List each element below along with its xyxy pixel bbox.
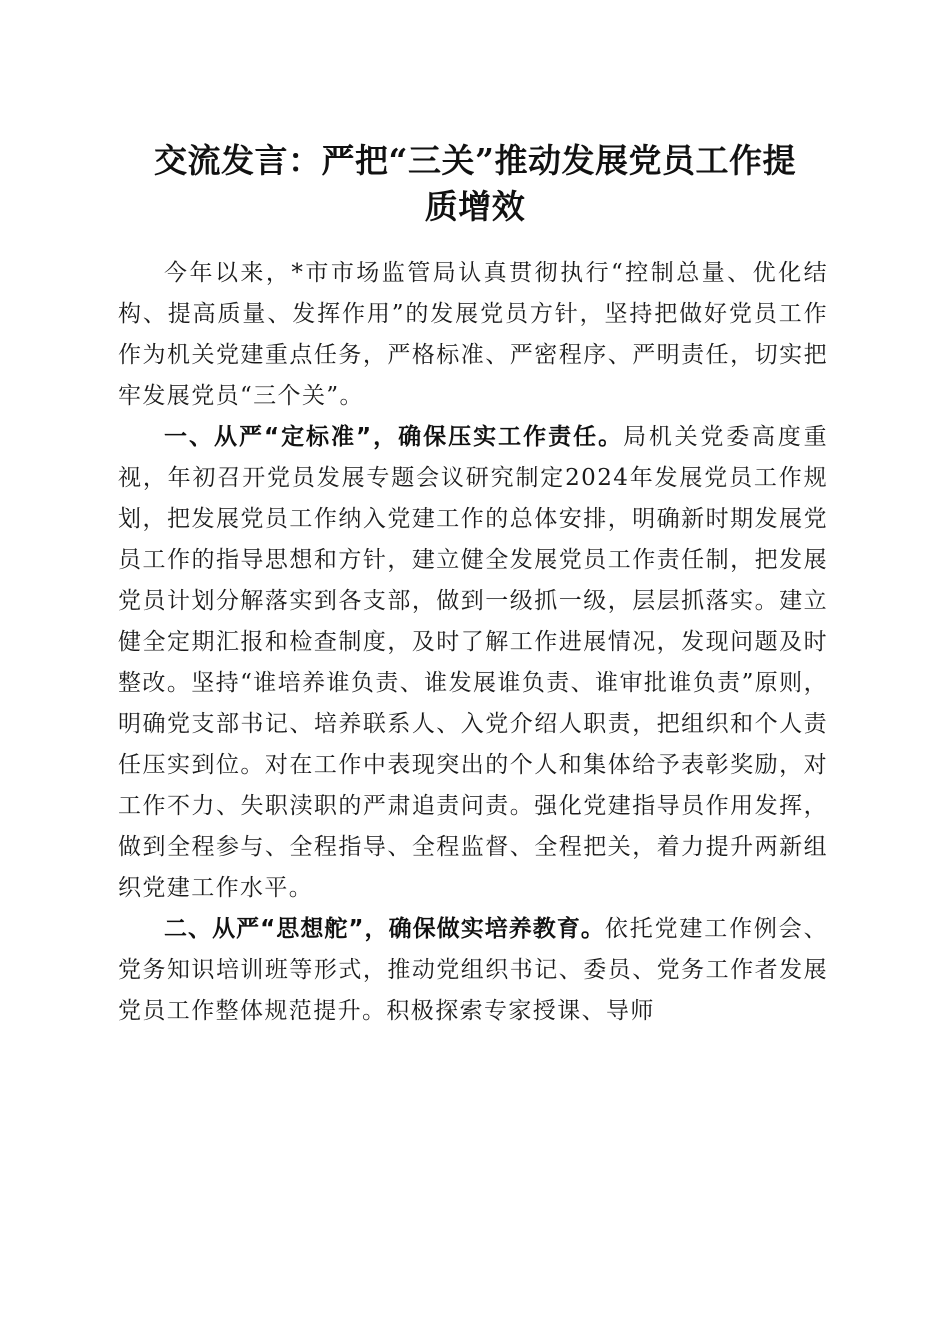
paragraph-text: 局机关党委高度重视，年初召开党员发展专题会议研究制定2024年发展党员工作规划，把发展党员工作纳入党建工作的总体安排，明确新时期发展党员工作的指导思想和方针，建立健全发展党员工作责任制，把发展党员计划分解落实到各支部，做到一级抓一级，层层抓落实。建立健全定期汇报和检查制度，及时了解工作进展情况，发现问题及时整改。坚持“谁培养谁负责、谁发展谁负责、谁审批谁负责”原则，明确党支部书记、培养联系人、入党介绍人职责，把组织和个人责任压实到位。对在工作中表现突出的个人和集体给予表彰奖励，对工作不力、失职渎职的严肃追责问责。强化党建指导员作用发挥，做到全程参与、全程指导、全程监督、全程把关，着力提升两新组织党建工作水平。 xyxy=(118,424,828,901)
paragraph-section-2 xyxy=(118,909,828,1032)
title-line-2: 质增效 xyxy=(424,187,526,226)
section-heading: 一、从严“定标准”，确保压实工作责任。 xyxy=(164,424,624,450)
title-line-1: 交流发言：严把“三关”推动发展党员工作提 xyxy=(154,141,796,180)
paragraph-text: 依托党建工作例会、党务知识培训班等形式，推动党组织书记、委员、党务工作者发展党员工作整体规范提升。积极探索专家授课、导师 xyxy=(118,916,828,1024)
document-body xyxy=(118,253,828,1032)
paragraph-intro xyxy=(118,253,828,417)
section-heading: 二、从严“思想舵”，确保做实培养教育。 xyxy=(164,916,605,942)
paragraph-text: 今年以来，*市市场监管局认真贯彻执行“控制总量、优化结构、提高质量、发挥作用”的发展党员方针，坚持把做好党员工作作为机关党建重点任务，严格标准、严密程序、严明责任，切实把牢发展党员“三个关”。 xyxy=(118,260,828,409)
document-title xyxy=(112,138,838,230)
paragraph-section-1 xyxy=(118,417,828,909)
